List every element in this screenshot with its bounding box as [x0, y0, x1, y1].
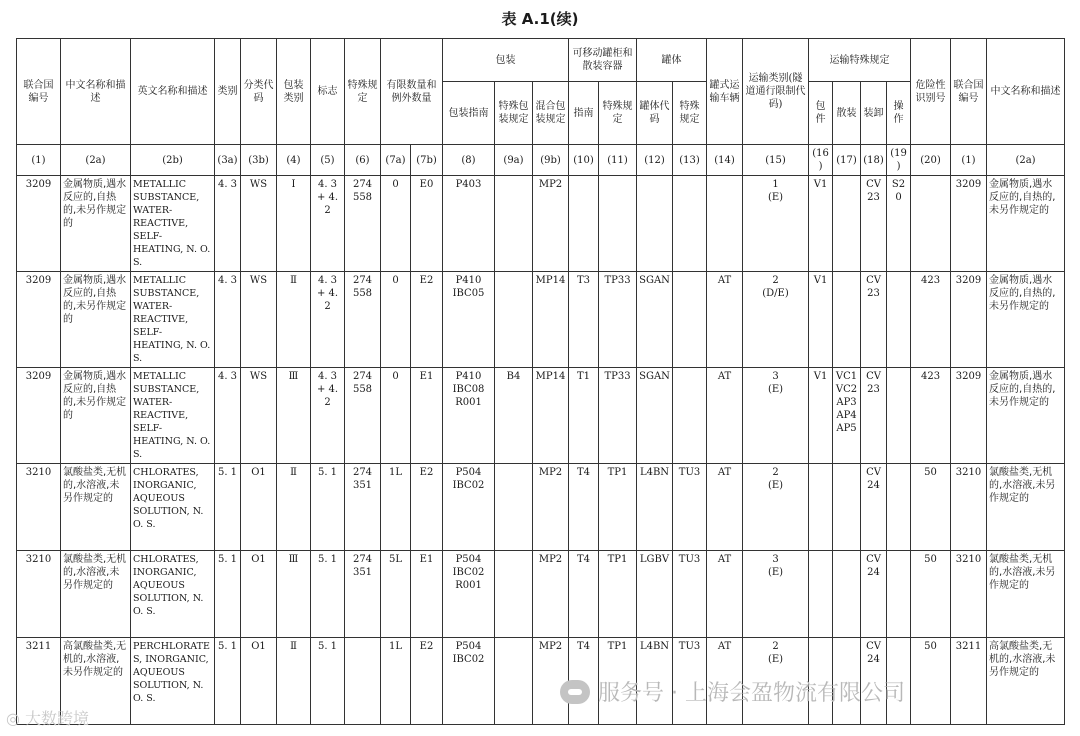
- cell-eq: E0: [411, 176, 443, 272]
- cell-veh: AT: [707, 551, 743, 638]
- cell-s17: [833, 176, 861, 272]
- cell-zh: 高氯酸盐类,无机的,水溶液,未另作规定的: [61, 638, 131, 725]
- wechat-icon: [560, 680, 590, 704]
- cell-pi-sp: [495, 638, 533, 725]
- cell-s18: CV23: [861, 368, 887, 464]
- cell-tank-sp: TU3: [673, 464, 707, 551]
- cell-pi-sp: [495, 272, 533, 368]
- cell-s16: V1: [809, 176, 833, 272]
- cell-pi: P403: [443, 176, 495, 272]
- cell-zh: 氯酸盐类,无机的,水溶液,未另作规定的: [61, 464, 131, 551]
- cell-pt: T4: [569, 638, 599, 725]
- cell-sp: 274 558: [345, 368, 381, 464]
- cell-lq: 0: [381, 272, 411, 368]
- cell-hin: [911, 176, 951, 272]
- cell-code: O1: [241, 638, 277, 725]
- column-number: (9a): [495, 145, 533, 176]
- column-number: (8): [443, 145, 495, 176]
- cell-un: 3209: [17, 176, 61, 272]
- table-row: [17, 638, 1065, 725]
- header-class-code: 分类代码: [241, 39, 277, 145]
- cell-s16: [809, 464, 833, 551]
- cell-lq: 5L: [381, 551, 411, 638]
- header-special-provisions: 特殊规定: [345, 39, 381, 145]
- column-number: (13): [673, 145, 707, 176]
- column-number: (9b): [533, 145, 569, 176]
- cell-s19: S20: [887, 176, 911, 272]
- cell-s17: [833, 464, 861, 551]
- cell-pt: [569, 176, 599, 272]
- cell-label: 5. 1: [311, 464, 345, 551]
- cell-pi: P504 IBC02: [443, 464, 495, 551]
- header-pt-special: 特殊规定: [599, 82, 637, 145]
- column-number: (18): [861, 145, 887, 176]
- cell-sp: [345, 638, 381, 725]
- tunnel-code: (E): [767, 654, 784, 665]
- cell-pi: P504 IBC02: [443, 638, 495, 725]
- cell-cls: 4. 3: [215, 176, 241, 272]
- cell-en: CHLORATES, INORGANIC, AQUEOUS SOLUTION, N. O. S.: [131, 464, 215, 551]
- cell-tank-code: L4BN: [637, 638, 673, 725]
- cell-pi-sp: [495, 464, 533, 551]
- cell-zh-r: 金属物质,遇水反应的,自热的,未另作规定的: [987, 272, 1065, 368]
- header-ts-package: 包件: [809, 82, 833, 145]
- cell-tcat: [743, 368, 809, 464]
- cell-zh-r: 金属物质,遇水反应的,自热的,未另作规定的: [987, 176, 1065, 272]
- cell-hin: 50: [911, 638, 951, 725]
- table-row: [17, 368, 1065, 464]
- cell-eq: E2: [411, 272, 443, 368]
- cell-s16: [809, 551, 833, 638]
- cell-label: 5. 1: [311, 638, 345, 725]
- header-ts-loading: 装卸: [861, 82, 887, 145]
- cell-tank-sp: TU3: [673, 638, 707, 725]
- column-number: (7a): [381, 145, 411, 176]
- cell-mp: MP2: [533, 638, 569, 725]
- table-row: [17, 551, 1065, 638]
- header-un-no-right: 联合国编号: [951, 39, 987, 145]
- column-number: (20): [911, 145, 951, 176]
- cell-mp: MP2: [533, 464, 569, 551]
- cell-pt-sp: TP1: [599, 551, 637, 638]
- cell-un: 3210: [17, 551, 61, 638]
- cell-code: WS: [241, 272, 277, 368]
- cell-en: METALLIC SUBSTANCE, WATER-REACTIVE, SELF-HEATING, N. O. S.: [131, 272, 215, 368]
- cell-lq: 1L: [381, 638, 411, 725]
- tunnel-code: (E): [767, 384, 784, 395]
- transport-category: 1: [772, 179, 779, 190]
- cell-s18: CV23: [861, 272, 887, 368]
- column-number: (10): [569, 145, 599, 176]
- cell-un-r: 3211: [951, 638, 987, 725]
- cell-tank-code: SGAN: [637, 272, 673, 368]
- transport-category: 3: [772, 371, 779, 382]
- cell-un-r: 3209: [951, 272, 987, 368]
- cell-pt-sp: TP33: [599, 368, 637, 464]
- header-transport-special: 运输特殊规定: [809, 39, 911, 82]
- header-pkg-instr: 包装指南: [443, 82, 495, 145]
- cell-s18: CV24: [861, 638, 887, 725]
- cell-un-r: 3210: [951, 551, 987, 638]
- cell-tank-sp: [673, 272, 707, 368]
- watermark-left-text: 大数跨境: [25, 709, 90, 728]
- cell-eq: E1: [411, 368, 443, 464]
- header-class: 类别: [215, 39, 241, 145]
- column-number: (5): [311, 145, 345, 176]
- header-name-zh-right: 中文名称和描述: [987, 39, 1065, 145]
- tunnel-code: (D/E): [762, 288, 789, 299]
- cell-s18: CV24: [861, 551, 887, 638]
- cell-en: METALLIC SUBSTANCE, WATER-REACTIVE, SELF-HEATING, N. O. S.: [131, 176, 215, 272]
- header-name-zh: 中文名称和描述: [61, 39, 131, 145]
- cell-pt-sp: [599, 176, 637, 272]
- cell-s19: [887, 272, 911, 368]
- cell-s16: V1: [809, 272, 833, 368]
- header-tank-code: 罐体代码: [637, 82, 673, 145]
- cell-label: 5. 1: [311, 551, 345, 638]
- cell-tcat: [743, 176, 809, 272]
- column-number: (4): [277, 145, 311, 176]
- cell-pg: Ⅱ: [277, 638, 311, 725]
- transport-category: 2: [772, 641, 779, 652]
- cell-s18: CV23: [861, 176, 887, 272]
- cell-pg: Ⅰ: [277, 176, 311, 272]
- cell-veh: AT: [707, 464, 743, 551]
- cell-code: WS: [241, 368, 277, 464]
- column-number: (2b): [131, 145, 215, 176]
- tunnel-code: (E): [767, 192, 784, 203]
- column-number: (7b): [411, 145, 443, 176]
- cell-zh-r: 高氯酸盐类,无机的,水溶液,未另作规定的: [987, 638, 1065, 725]
- cell-mp: MP14: [533, 272, 569, 368]
- cell-cls: 4. 3: [215, 272, 241, 368]
- cell-mp: MP14: [533, 368, 569, 464]
- cell-tank-code: L4BN: [637, 464, 673, 551]
- cell-sp: 274 558: [345, 272, 381, 368]
- page-title: 表 A.1(续): [501, 10, 579, 28]
- table-row: [17, 176, 1065, 272]
- loop-logo-icon: ◎: [6, 709, 26, 728]
- cell-veh: [707, 176, 743, 272]
- column-number: (2a): [987, 145, 1065, 176]
- cell-code: WS: [241, 176, 277, 272]
- cell-pi-sp: [495, 551, 533, 638]
- header-tank-vehicle: 罐式运输车辆: [707, 39, 743, 145]
- cell-pi-sp: B4: [495, 368, 533, 464]
- cell-label: 4. 3 + 4. 2: [311, 368, 345, 464]
- cell-tank-code: LGBV: [637, 551, 673, 638]
- header-limited-qty: 有限数量和例外数量: [381, 39, 443, 145]
- cell-tank-code: [637, 176, 673, 272]
- column-number: (6): [345, 145, 381, 176]
- cell-eq: E2: [411, 638, 443, 725]
- column-number: (2a): [61, 145, 131, 176]
- header-hazard-id: 危险性识别号: [911, 39, 951, 145]
- header-transport-category: 运输类别(隧道通行限制代码): [743, 39, 809, 145]
- cell-un-r: 3209: [951, 176, 987, 272]
- column-number: (16): [809, 145, 833, 176]
- cell-eq: E1: [411, 551, 443, 638]
- cell-lq: 0: [381, 176, 411, 272]
- cell-hin: 50: [911, 551, 951, 638]
- cell-s17: VC1 VC2 AP3 AP4 AP5: [833, 368, 861, 464]
- cell-veh: AT: [707, 272, 743, 368]
- header-portable-tank: 可移动罐柜和散装容器: [569, 39, 637, 82]
- cell-pg: Ⅲ: [277, 368, 311, 464]
- cell-s16: V1: [809, 368, 833, 464]
- cell-label: 4. 3 + 4. 2: [311, 176, 345, 272]
- column-number: (15): [743, 145, 809, 176]
- cell-mp: MP2: [533, 176, 569, 272]
- cell-cls: 4. 3: [215, 368, 241, 464]
- cell-un: 3209: [17, 272, 61, 368]
- cell-tank-sp: [673, 368, 707, 464]
- cell-tank-code: SGAN: [637, 368, 673, 464]
- cell-pi: P410 IBC08 R001: [443, 368, 495, 464]
- dangerous-goods-table: [16, 38, 1065, 725]
- header-pt-instr: 指南: [569, 82, 599, 145]
- header-name-en: 英文名称和描述: [131, 39, 215, 145]
- cell-s17: [833, 272, 861, 368]
- cell-pt-sp: TP33: [599, 272, 637, 368]
- header-tank: 罐体: [637, 39, 707, 82]
- cell-sp: 274 351: [345, 464, 381, 551]
- cell-pi: P504 IBC02 R001: [443, 551, 495, 638]
- cell-lq: 0: [381, 368, 411, 464]
- table-row: [17, 464, 1065, 551]
- cell-en: METALLIC SUBSTANCE, WATER-REACTIVE, SELF-HEATING, N. O. S.: [131, 368, 215, 464]
- cell-code: O1: [241, 551, 277, 638]
- cell-un: 3211: [17, 638, 61, 725]
- cell-hin: 50: [911, 464, 951, 551]
- cell-zh-r: 氯酸盐类,无机的,水溶液,未另作规定的: [987, 551, 1065, 638]
- column-number-row: [17, 145, 1065, 176]
- cell-s19: [887, 464, 911, 551]
- table-row: [17, 272, 1065, 368]
- header-mixed-pkg: 混合包装规定: [533, 82, 569, 145]
- cell-pt: T4: [569, 551, 599, 638]
- cell-tcat: [743, 272, 809, 368]
- cell-veh: AT: [707, 638, 743, 725]
- cell-tcat: [743, 551, 809, 638]
- column-number: (1): [951, 145, 987, 176]
- tunnel-code: (E): [767, 567, 784, 578]
- cell-cls: 5. 1: [215, 638, 241, 725]
- cell-sp: 274 558: [345, 176, 381, 272]
- column-number: (1): [17, 145, 61, 176]
- cell-un-r: 3210: [951, 464, 987, 551]
- cell-pi-sp: [495, 176, 533, 272]
- header-ts-bulk: 散装: [833, 82, 861, 145]
- column-number: (14): [707, 145, 743, 176]
- cell-s19: [887, 368, 911, 464]
- cell-zh: 金属物质,遇水反应的,自热的,未另作规定的: [61, 176, 131, 272]
- cell-zh: 金属物质,遇水反应的,自热的,未另作规定的: [61, 368, 131, 464]
- cell-hin: 423: [911, 272, 951, 368]
- cell-pg: Ⅱ: [277, 272, 311, 368]
- watermark-right: [560, 676, 905, 707]
- cell-en: PERCHLORATES, INORGANIC, AQUEOUS SOLUTION, N. O. S.: [131, 638, 215, 725]
- cell-veh: AT: [707, 368, 743, 464]
- column-number: (19): [887, 145, 911, 176]
- cell-sp: 274 351: [345, 551, 381, 638]
- tunnel-code: (E): [767, 480, 784, 491]
- cell-s19: [887, 551, 911, 638]
- cell-mp: MP2: [533, 551, 569, 638]
- cell-un: 3210: [17, 464, 61, 551]
- cell-pt-sp: TP1: [599, 464, 637, 551]
- column-number: (11): [599, 145, 637, 176]
- cell-pi: P410 IBC05: [443, 272, 495, 368]
- header-packing-group: 包装类别: [277, 39, 311, 145]
- column-number: (12): [637, 145, 673, 176]
- cell-pt-sp: TP1: [599, 638, 637, 725]
- cell-zh: 氯酸盐类,无机的,水溶液,未另作规定的: [61, 551, 131, 638]
- column-number: (3b): [241, 145, 277, 176]
- cell-eq: E2: [411, 464, 443, 551]
- cell-hin: 423: [911, 368, 951, 464]
- cell-tank-sp: [673, 176, 707, 272]
- transport-category: 2: [772, 275, 779, 286]
- cell-en: CHLORATES, INORGANIC, AQUEOUS SOLUTION, N. O. S.: [131, 551, 215, 638]
- cell-pt: T1: [569, 368, 599, 464]
- cell-lq: 1L: [381, 464, 411, 551]
- cell-un: 3209: [17, 368, 61, 464]
- header-pkg-special: 特殊包装规定: [495, 82, 533, 145]
- transport-category: 2: [772, 467, 779, 478]
- header-tank-special: 特殊规定: [673, 82, 707, 145]
- cell-zh: 金属物质,遇水反应的,自热的,未另作规定的: [61, 272, 131, 368]
- cell-pg: Ⅲ: [277, 551, 311, 638]
- cell-pg: Ⅱ: [277, 464, 311, 551]
- cell-s17: [833, 551, 861, 638]
- table-body: [17, 145, 1065, 725]
- column-number: (3a): [215, 145, 241, 176]
- header-packaging: 包装: [443, 39, 569, 82]
- cell-code: O1: [241, 464, 277, 551]
- cell-cls: 5. 1: [215, 551, 241, 638]
- header-un-no: 联合国编号: [17, 39, 61, 145]
- cell-label: 4. 3 + 4. 2: [311, 272, 345, 368]
- cell-tank-sp: TU3: [673, 551, 707, 638]
- watermark-left: [6, 706, 89, 729]
- watermark-right-text: 服务号 · 上海会盈物流有限公司: [598, 681, 905, 706]
- cell-tcat: [743, 464, 809, 551]
- transport-category: 3: [772, 554, 779, 565]
- cell-zh-r: 金属物质,遇水反应的,自热的,未另作规定的: [987, 368, 1065, 464]
- cell-pt: T3: [569, 272, 599, 368]
- cell-un-r: 3209: [951, 368, 987, 464]
- cell-pt: T4: [569, 464, 599, 551]
- cell-s18: CV24: [861, 464, 887, 551]
- cell-cls: 5. 1: [215, 464, 241, 551]
- header-labels: 标志: [311, 39, 345, 145]
- column-number: (17): [833, 145, 861, 176]
- cell-zh-r: 氯酸盐类,无机的,水溶液,未另作规定的: [987, 464, 1065, 551]
- header-ts-operation: 操作: [887, 82, 911, 145]
